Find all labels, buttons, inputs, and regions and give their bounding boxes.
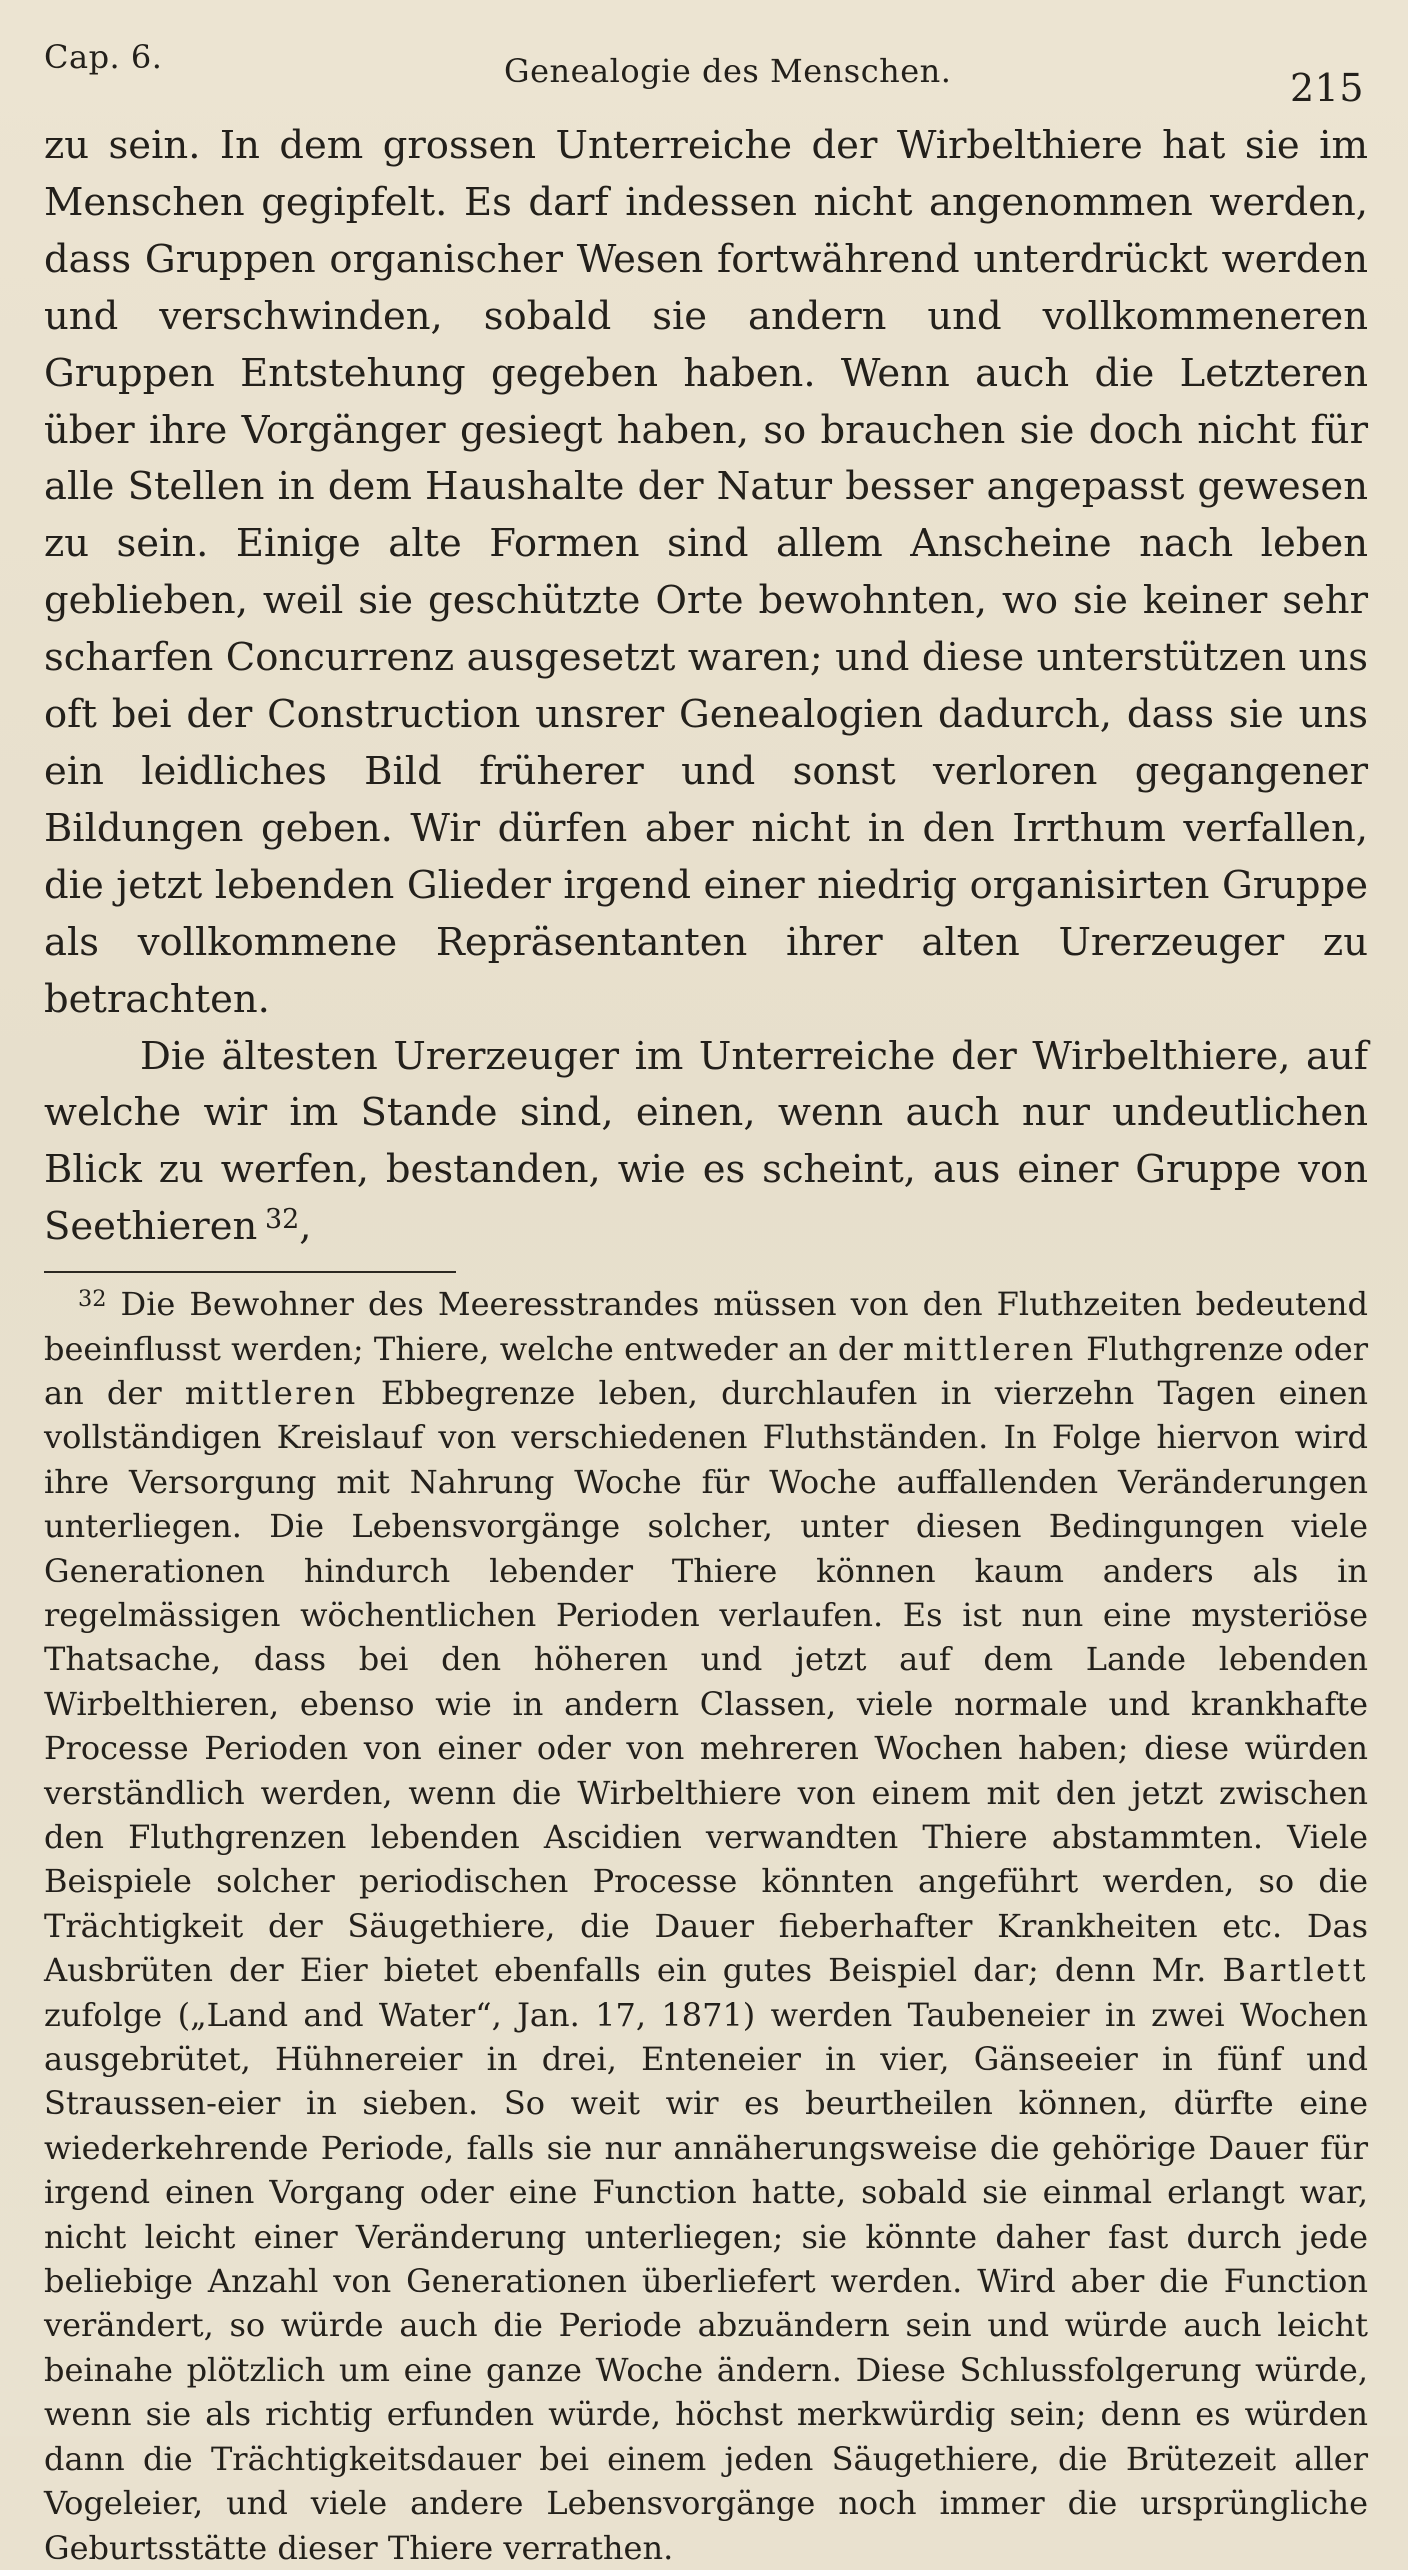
chapter-label: Cap. 6.	[44, 38, 163, 76]
footnote-text: Ebbegrenze leben, durchlaufen in vierzehn Tagen einen vollständigen Kreislauf von verschiedenen Fluthständen. In Folge hiervon wird ihre Versorgung mit Nahrung Woche für Woche auffallenden Veränderungen unterliegen. Die Lebensvorgänge solcher, unter diesen Bedingungen viele Generationen hindurch lebender Thiere können kaum anders als in regelmässigen wöchentlichen Perioden verlaufen. Es ist nun eine mysteriöse Thatsache, dass bei den höheren und jetzt auf dem Lande lebenden Wirbelthieren, ebenso wie in andern Classen, viele normale und krankhafte Processe Perioden von einer oder von mehreren Wochen haben; diese würden verständlich werden, wenn die Wirbelthiere von einem mit den jetzt zwischen den Fluthgrenzen lebenden Ascidien verwandten Thiere abstammten. Viele Beispiele solcher periodischen Processe könnten angeführt werden, so die Trächtigkeit der Säugethiere, die Dauer fieberhafter Krankheiten etc. Das Ausbrüten der Eier bietet ebenfalls ein gutes Beispiel dar; denn Mr.	[44, 1373, 1369, 1990]
footnote-emphasis: mittleren	[902, 1329, 1076, 1368]
footnote-section	[44, 1282, 1368, 2570]
footnote-text: Die Bewohner des Meeresstrandes müssen von den Fluthzeiten bedeutend beeinflusst werden; Thiere, welche entweder an der	[44, 1285, 1369, 1368]
page-header	[44, 22, 1368, 118]
footnote-emphasis: Bartlett	[1222, 1951, 1368, 1990]
footnote	[44, 1282, 1368, 2570]
paragraph-end-punctuation: ,	[299, 1204, 312, 1250]
body-paragraph: zu sein. In dem grossen Unterreiche der Wirbelthiere hat sie im Menschen gegipfelt. Es darf indessen nicht angenommen werden, dass Gruppen organischer Wesen fortwährend unterdrückt werden und verschwinden, sobald sie andern und vollkommeneren Gruppen Entstehung gegeben haben. Wenn auch die Letzteren über ihre Vorgänger gesiegt haben, so brauchen sie doch nicht für alle Stellen in dem Haushalte der Natur besser angepasst gewesen zu sein. Einige alte Formen sind allem Anscheine nach leben geblieben, weil sie geschützte Orte bewohnten, wo sie keiner sehr scharfen Concurrenz ausgesetzt waren; und diese unterstützen uns oft bei der Construction unsrer Genealogien dadurch, dass sie uns ein leidliches Bild früherer und sonst verloren gegangener Bildungen geben. Wir dürfen aber nicht in den Irrthum verfallen, die jetzt lebenden Glieder irgend einer niedrig organisirten Gruppe als vollkommene Repräsentanten ihrer alten Urerzeuger zu betrachten.	[44, 123, 1368, 1022]
footnote-reference: 32	[265, 1204, 300, 1236]
footnote-text: Fluthgrenze oder an der	[44, 1329, 1369, 1412]
main-text	[44, 118, 1368, 1256]
paragraph-text: Die ältesten Urerzeuger im Unterreiche der Wirbelthiere, auf welche wir im Stande sind, einen, wenn auch nur undeutlichen Blick zu werfen, bestanden, wie es scheint, aus einer Gruppe von Seethieren	[44, 1033, 1368, 1250]
footnote-number: 32	[78, 1286, 107, 1313]
page-number: 215	[1289, 66, 1364, 110]
running-title: Genealogie des Menschen.	[504, 52, 952, 90]
footnote-emphasis: mittleren	[184, 1373, 358, 1412]
footnote-divider	[44, 1271, 456, 1273]
footnote-text: zufolge („Land and Water“, Jan. 17, 1871) werden Taubeneier in zwei Wochen ausgebrütet, Hühnereier in drei, Enteneier in vier, Gänseeier in fünf und Straussen-eier in sieben. So weit wir es beurtheilen können, dürfte eine wiederkehrende Periode, falls sie nur annäherungsweise die gehörige Dauer für irgend einen Vorgang oder eine Function hatte, sobald sie einmal erlangt war, nicht leicht einer Veränderung unterliegen; sie könnte daher fast durch jede beliebige Anzahl von Generationen überliefert werden. Wird aber die Function verändert, so würde auch die Periode abzuändern sein und würde auch leicht beinahe plötzlich um eine ganze Woche ändern. Diese Schlussfolgerung würde, wenn sie als richtig erfunden würde, höchst merkwürdig sein; denn es würden dann die Trächtigkeitsdauer bei einem jeden Säugethiere, die Brütezeit aller Vogeleier, und viele andere Lebensvorgänge noch immer die ursprüngliche Geburtsstätte dieser Thiere verrathen.	[44, 1995, 1368, 2567]
body-paragraph	[44, 1029, 1368, 1257]
